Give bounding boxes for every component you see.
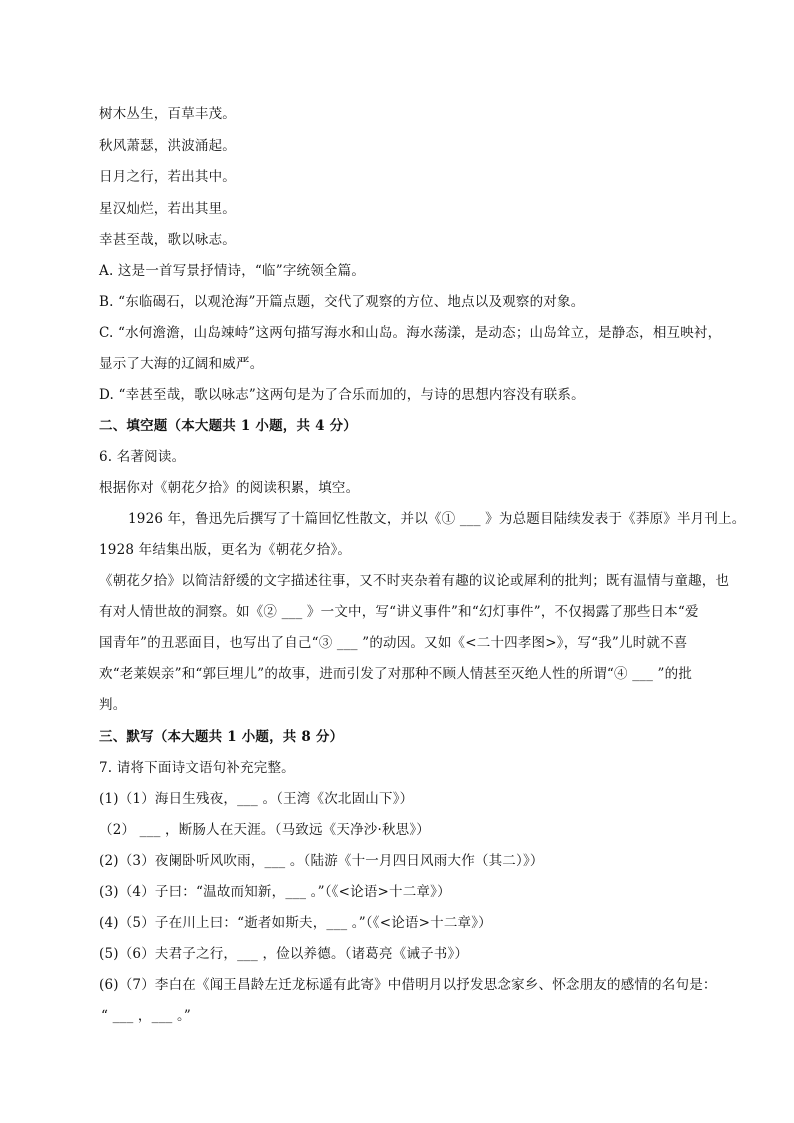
poem-line-1: 树木丛生，百草丰茂。	[99, 106, 236, 122]
option-b: B. “东临碣石，以观沧海”开篇点题，交代了观察的方位、地点以及观察的对象。	[99, 294, 585, 310]
question-7-item-7: (6)（7）李白在《闻王昌龄左迁龙标遥有此寄》中借明月以抒发思念家乡、怀念朋友的感情的名句是：	[99, 977, 717, 993]
question-7-title: 7. 请将下面诗文语句补充完整。	[99, 760, 295, 776]
question-6-para-2-line-4: 欢“老莱娱亲”和“郭巨埋儿”的故事，进而引发了对那种不顾人情甚至灭绝人性的所谓“④ ___ ”的批	[99, 666, 693, 682]
section-2-heading: 二、填空题（本大题共 1 小题，共 4 分）	[99, 418, 357, 434]
option-a: A. 这是一首写景抒情诗，“临”字统领全篇。	[99, 263, 366, 279]
option-c-line-2: 显示了大海的辽阔和威严。	[99, 356, 264, 372]
question-6-para-2-line-3: 国青年”的丑恶面目，也写出了自己“③ ___ ”的动因。又如《<二十四孝图>》，写“我”儿时就不喜	[99, 635, 688, 651]
poem-line-5: 幸甚至哉，歌以咏志。	[99, 232, 236, 248]
poem-line-2: 秋风萧瑟，洪波涌起。	[99, 138, 236, 154]
question-7-item-3: (2)（3）夜阑卧听风吹雨，___ 。（陆游《十一月四日风雨大作（其二）》）	[99, 853, 544, 869]
question-6-para-1-line-2: 1928 年结集出版，更名为《朝花夕拾》。	[99, 542, 352, 558]
question-7-item-6: (5)（6）夫君子之行，___ ，俭以养德。（诸葛亮《诫子书》）	[99, 946, 469, 962]
question-7-item-8: “ ___ ，___ 。”	[101, 1008, 192, 1024]
poem-line-3: 日月之行，若出其中。	[99, 169, 236, 185]
question-6-intro: 根据你对《朝花夕拾》的阅读积累，填空。	[99, 480, 360, 496]
question-7-item-2: （2） ___ ，断肠人在天涯。（马致远《天净沙·秋思》）	[99, 822, 431, 838]
question-7-item-1: (1)（1）海日生残夜，___ 。（王湾《次北固山下》）	[99, 791, 414, 807]
question-7-item-5: (4)（5）子在川上曰：“逝者如斯夫，___ 。”（《<论语>十二章》）	[99, 915, 492, 931]
question-6-title: 6. 名著阅读。	[99, 449, 186, 465]
question-6-para-2-line-2: 有对人情世故的洞察。如《② ___ 》一文中，写“讲义事件”和“幻灯事件”，不仅揭露了那些日本“爱	[99, 604, 699, 620]
option-c-line-1: C. “水何澹澹，山岛竦峙”这两句描写海水和山岛。海水荡漾，是动态；山岛耸立，是静态，相互映衬，	[99, 325, 722, 341]
section-3-heading: 三、默写（本大题共 1 小题，共 8 分）	[99, 729, 344, 745]
question-6-para-2-line-5: 判。	[99, 697, 127, 713]
option-d: D. “幸甚至哉，歌以咏志”这两句是为了合乐而加的，与诗的思想内容没有联系。	[99, 387, 585, 403]
question-6-para-1-line-1: 1926 年，鲁迅先后撰写了十篇回忆性散文，并以《① ___ 》为总题目陆续发表于《莽原》半月刊上。	[128, 511, 746, 527]
question-6-para-2-line-1: 《朝花夕拾》以简洁舒缓的文字描述往事，又不时夹杂着有趣的议论或犀利的批判；既有温情与童趣，也	[99, 573, 730, 589]
poem-line-4: 星汉灿烂，若出其里。	[99, 201, 236, 217]
question-7-item-4: (3)（4）子曰：“温故而知新，___ 。”（《<论语>十二章》）	[99, 884, 451, 900]
